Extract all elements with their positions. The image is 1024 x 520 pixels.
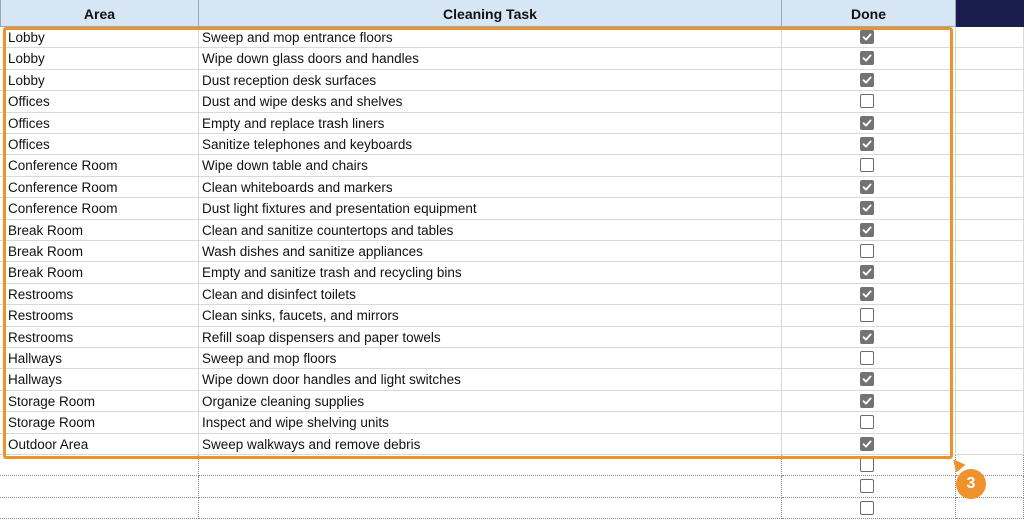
done-checkbox[interactable] (860, 308, 874, 322)
empty-cell[interactable] (956, 27, 1024, 48)
column-header-task[interactable]: Cleaning Task (199, 0, 782, 27)
table-row (0, 327, 1024, 348)
done-checkbox[interactable] (860, 73, 874, 87)
empty-table-row (0, 455, 1024, 476)
area-cell[interactable]: Conference Room (0, 198, 199, 219)
done-cell (782, 498, 956, 519)
empty-cell[interactable] (956, 284, 1024, 305)
done-cell (782, 262, 956, 283)
done-cell (782, 220, 956, 241)
column-header-area[interactable]: Area (0, 0, 199, 27)
table-row (0, 91, 1024, 112)
done-cell (782, 412, 956, 433)
empty-table-row (0, 476, 1024, 497)
area-cell[interactable] (0, 455, 199, 476)
area-cell[interactable]: Hallways (0, 348, 199, 369)
task-cell[interactable]: Clean sinks, faucets, and mirrors (199, 305, 782, 326)
task-cell[interactable]: Sweep and mop floors (199, 348, 782, 369)
table-row (0, 284, 1024, 305)
done-cell (782, 327, 956, 348)
done-checkbox[interactable] (860, 265, 874, 279)
done-checkbox[interactable] (860, 479, 874, 493)
empty-cell[interactable] (956, 134, 1024, 155)
empty-cell[interactable] (956, 369, 1024, 390)
done-checkbox[interactable] (860, 30, 874, 44)
task-cell[interactable]: Dust and wipe desks and shelves (199, 91, 782, 112)
empty-cell[interactable] (956, 48, 1024, 69)
done-checkbox[interactable] (860, 158, 874, 172)
area-cell[interactable]: Storage Room (0, 412, 199, 433)
table-row (0, 434, 1024, 455)
task-cell[interactable]: Inspect and wipe shelving units (199, 412, 782, 433)
done-checkbox[interactable] (860, 287, 874, 301)
table-row (0, 48, 1024, 69)
area-cell[interactable]: Lobby (0, 48, 199, 69)
task-cell[interactable]: Clean and sanitize countertops and tables (199, 220, 782, 241)
task-cell[interactable]: Wipe down glass doors and handles (199, 48, 782, 69)
empty-cell[interactable] (956, 262, 1024, 283)
done-checkbox[interactable] (860, 501, 874, 515)
empty-cell[interactable] (956, 241, 1024, 262)
done-cell (782, 476, 956, 497)
area-cell[interactable]: Storage Room (0, 391, 199, 412)
area-cell[interactable]: Hallways (0, 369, 199, 390)
area-cell[interactable]: Conference Room (0, 155, 199, 176)
area-cell[interactable]: Lobby (0, 27, 199, 48)
done-checkbox[interactable] (860, 180, 874, 194)
done-checkbox[interactable] (860, 351, 874, 365)
task-cell[interactable]: Dust reception desk surfaces (199, 70, 782, 91)
header-row (0, 0, 1024, 27)
empty-cell[interactable] (956, 305, 1024, 326)
empty-cell[interactable] (956, 91, 1024, 112)
area-cell[interactable]: Restrooms (0, 305, 199, 326)
area-cell[interactable]: Break Room (0, 220, 199, 241)
done-cell (782, 48, 956, 69)
table-row (0, 27, 1024, 48)
table-row (0, 70, 1024, 91)
column-header-extra[interactable] (956, 0, 1024, 27)
area-cell[interactable]: Offices (0, 113, 199, 134)
area-cell[interactable]: Lobby (0, 70, 199, 91)
area-cell[interactable]: Outdoor Area (0, 434, 199, 455)
empty-cell[interactable] (956, 198, 1024, 219)
empty-cell[interactable] (956, 498, 1024, 519)
area-cell[interactable]: Restrooms (0, 284, 199, 305)
empty-cell[interactable] (956, 412, 1024, 433)
task-cell[interactable]: Clean and disinfect toilets (199, 284, 782, 305)
done-cell (782, 113, 956, 134)
done-cell (782, 134, 956, 155)
table-row (0, 155, 1024, 176)
table-row (0, 412, 1024, 433)
done-cell (782, 348, 956, 369)
task-cell[interactable]: Organize cleaning supplies (199, 391, 782, 412)
table-row (0, 177, 1024, 198)
done-checkbox[interactable] (860, 437, 874, 451)
done-checkbox[interactable] (860, 244, 874, 258)
done-cell (782, 305, 956, 326)
column-header-done[interactable]: Done (782, 0, 956, 27)
annotation-badge: 3 (956, 469, 986, 499)
done-cell (782, 27, 956, 48)
task-cell[interactable] (199, 498, 782, 519)
table-row (0, 113, 1024, 134)
empty-cell[interactable] (956, 220, 1024, 241)
done-checkbox[interactable] (860, 116, 874, 130)
area-cell[interactable]: Offices (0, 91, 199, 112)
empty-cell[interactable] (956, 177, 1024, 198)
done-checkbox[interactable] (860, 223, 874, 237)
task-cell[interactable] (199, 476, 782, 497)
task-cell[interactable]: Sweep and mop entrance floors (199, 27, 782, 48)
table-row (0, 305, 1024, 326)
table-row (0, 198, 1024, 219)
table-row (0, 241, 1024, 262)
empty-cell[interactable] (956, 70, 1024, 91)
task-cell[interactable]: Empty and replace trash liners (199, 113, 782, 134)
task-cell[interactable] (199, 455, 782, 476)
area-cell[interactable]: Restrooms (0, 327, 199, 348)
area-cell[interactable]: Conference Room (0, 177, 199, 198)
done-checkbox[interactable] (860, 330, 874, 344)
done-cell (782, 198, 956, 219)
task-cell[interactable]: Wipe down table and chairs (199, 155, 782, 176)
area-cell[interactable]: Offices (0, 134, 199, 155)
done-cell (782, 284, 956, 305)
empty-table-row (0, 498, 1024, 519)
done-checkbox[interactable] (860, 458, 874, 472)
done-cell (782, 155, 956, 176)
done-checkbox[interactable] (860, 94, 874, 108)
done-checkbox[interactable] (860, 201, 874, 215)
done-cell (782, 369, 956, 390)
done-checkbox[interactable] (860, 372, 874, 386)
done-cell (782, 391, 956, 412)
area-cell[interactable]: Break Room (0, 262, 199, 283)
done-checkbox[interactable] (860, 394, 874, 408)
done-cell (782, 434, 956, 455)
done-cell (782, 70, 956, 91)
done-checkbox[interactable] (860, 415, 874, 429)
table-row (0, 262, 1024, 283)
table-row (0, 348, 1024, 369)
done-checkbox[interactable] (860, 51, 874, 65)
table-row (0, 134, 1024, 155)
done-cell (782, 455, 956, 476)
done-cell (782, 241, 956, 262)
task-cell[interactable]: Refill soap dispensers and paper towels (199, 327, 782, 348)
empty-cell[interactable] (956, 348, 1024, 369)
done-checkbox[interactable] (860, 137, 874, 151)
empty-cell[interactable] (956, 113, 1024, 134)
area-cell[interactable]: Break Room (0, 241, 199, 262)
empty-cell[interactable] (956, 155, 1024, 176)
task-cell[interactable]: Empty and sanitize trash and recycling bins (199, 262, 782, 283)
done-cell (782, 177, 956, 198)
table-row (0, 391, 1024, 412)
task-cell[interactable]: Dust light fixtures and presentation equipment (199, 198, 782, 219)
table-row (0, 220, 1024, 241)
done-cell (782, 91, 956, 112)
task-cell[interactable]: Wash dishes and sanitize appliances (199, 241, 782, 262)
empty-cell[interactable] (956, 391, 1024, 412)
task-cell[interactable]: Wipe down door handles and light switches (199, 369, 782, 390)
area-cell[interactable] (0, 476, 199, 497)
empty-cell[interactable] (956, 327, 1024, 348)
table-row (0, 369, 1024, 390)
empty-cell[interactable] (956, 434, 1024, 455)
task-cell[interactable]: Sanitize telephones and keyboards (199, 134, 782, 155)
task-cell[interactable]: Clean whiteboards and markers (199, 177, 782, 198)
area-cell[interactable] (0, 498, 199, 519)
task-cell[interactable]: Sweep walkways and remove debris (199, 434, 782, 455)
